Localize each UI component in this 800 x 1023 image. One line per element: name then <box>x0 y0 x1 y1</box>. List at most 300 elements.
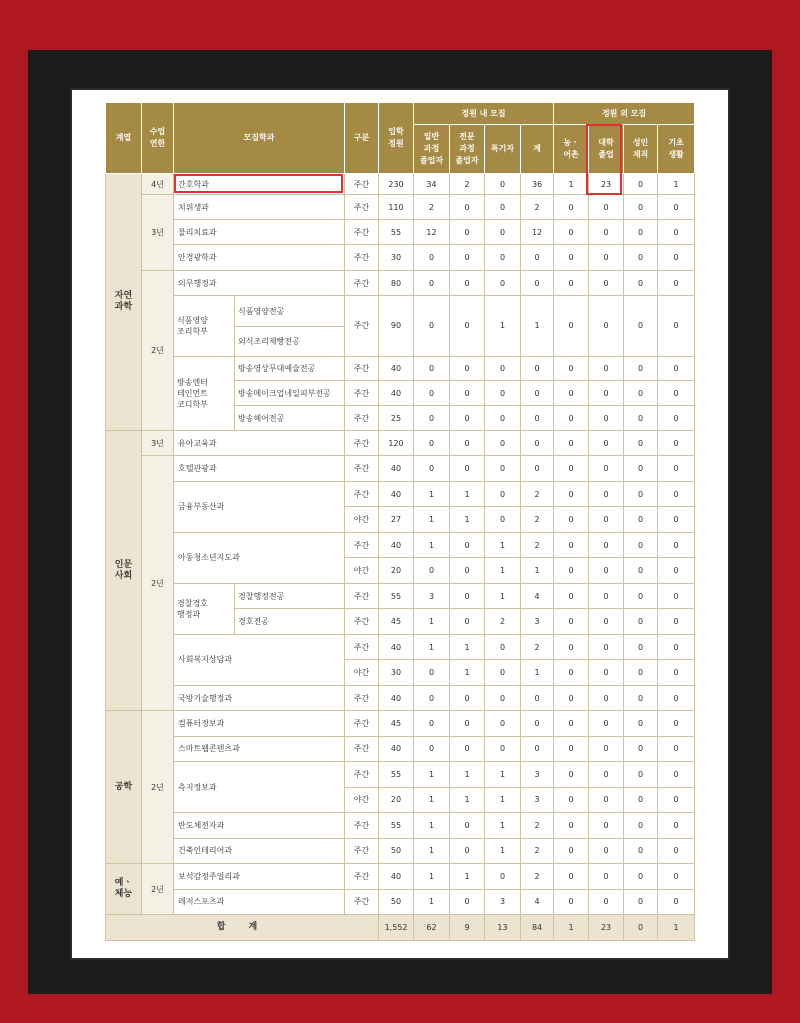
department-cell: 레저스포츠과 <box>174 889 345 914</box>
value-cell: 1 <box>485 296 521 356</box>
value-cell: 0 <box>554 456 589 481</box>
value-cell: 2 <box>521 813 554 838</box>
value-cell: 1 <box>485 532 521 557</box>
table-row <box>106 481 695 506</box>
value-cell: 0 <box>554 634 589 659</box>
value-cell: 0 <box>485 507 521 532</box>
major-cell: 경호전공 <box>235 609 345 634</box>
table-row <box>106 456 695 481</box>
value-cell: 0 <box>624 481 658 506</box>
header-special: 전문 과정 졸업자 <box>450 125 485 174</box>
type-cell: 주간 <box>345 736 379 761</box>
value-cell: 0 <box>624 245 658 270</box>
value-cell: 50 <box>379 889 414 914</box>
value-cell: 0 <box>624 889 658 914</box>
value-cell: 0 <box>589 711 624 736</box>
table-row <box>106 864 695 889</box>
header-general: 일반 과정 졸업자 <box>414 125 450 174</box>
value-cell: 0 <box>624 296 658 356</box>
years-cell: 2년 <box>142 270 174 430</box>
value-cell: 0 <box>554 558 589 583</box>
value-cell: 0 <box>624 219 658 244</box>
type-cell: 주간 <box>345 532 379 557</box>
type-cell: 주간 <box>345 219 379 244</box>
value-cell: 0 <box>624 195 658 219</box>
value-cell: 1 <box>485 558 521 583</box>
value-cell: 12 <box>521 219 554 244</box>
value-cell: 36 <box>521 174 554 195</box>
value-cell: 0 <box>485 174 521 195</box>
major-cell: 경찰행정전공 <box>235 583 345 608</box>
total-value-cell: 0 <box>624 915 658 941</box>
value-cell: 0 <box>589 864 624 889</box>
value-cell: 1 <box>450 787 485 812</box>
value-cell: 4 <box>521 889 554 914</box>
total-value-cell: 62 <box>414 915 450 941</box>
value-cell: 0 <box>658 219 695 244</box>
value-cell: 0 <box>554 356 589 380</box>
value-cell: 1 <box>521 558 554 583</box>
value-cell: 0 <box>485 195 521 219</box>
type-cell: 야간 <box>345 787 379 812</box>
value-cell: 0 <box>589 430 624 455</box>
value-cell: 40 <box>379 685 414 710</box>
value-cell: 0 <box>450 685 485 710</box>
value-cell: 0 <box>589 787 624 812</box>
type-cell: 주간 <box>345 174 379 195</box>
value-cell: 1 <box>450 864 485 889</box>
highlight-nursing <box>174 174 343 193</box>
value-cell: 2 <box>521 634 554 659</box>
value-cell: 1 <box>414 838 450 863</box>
header-univ: 대학 졸업 <box>589 125 624 174</box>
value-cell: 0 <box>450 838 485 863</box>
value-cell: 0 <box>589 219 624 244</box>
table-row <box>106 634 695 659</box>
table-row <box>106 296 695 327</box>
value-cell: 1 <box>414 532 450 557</box>
total-row <box>106 915 695 941</box>
header-in-quota: 정원 내 모집 <box>414 103 554 125</box>
value-cell: 0 <box>521 430 554 455</box>
value-cell: 0 <box>485 270 521 295</box>
value-cell: 0 <box>658 813 695 838</box>
total-value-cell: 1 <box>554 915 589 941</box>
value-cell: 1 <box>450 634 485 659</box>
value-cell: 0 <box>414 660 450 685</box>
highlight-univ-column <box>586 124 622 195</box>
value-cell: 90 <box>379 296 414 356</box>
value-cell: 0 <box>450 356 485 380</box>
value-cell: 3 <box>414 583 450 608</box>
value-cell: 3 <box>485 889 521 914</box>
value-cell: 55 <box>379 219 414 244</box>
value-cell: 0 <box>414 296 450 356</box>
value-cell: 40 <box>379 380 414 405</box>
value-cell: 0 <box>414 245 450 270</box>
value-cell: 0 <box>658 736 695 761</box>
value-cell: 0 <box>658 660 695 685</box>
value-cell: 0 <box>554 406 589 430</box>
department-cell: 스마트웹콘텐츠과 <box>174 736 345 761</box>
header-adult: 성인 재직 <box>624 125 658 174</box>
type-cell: 주간 <box>345 481 379 506</box>
type-cell: 주간 <box>345 270 379 295</box>
value-cell: 80 <box>379 270 414 295</box>
value-cell: 0 <box>450 711 485 736</box>
department-cell: 호텔관광과 <box>174 456 345 481</box>
value-cell: 1 <box>485 583 521 608</box>
type-cell: 주간 <box>345 889 379 914</box>
value-cell: 0 <box>589 889 624 914</box>
value-cell: 0 <box>624 864 658 889</box>
value-cell: 0 <box>658 609 695 634</box>
value-cell: 0 <box>521 356 554 380</box>
years-cell: 3년 <box>142 430 174 455</box>
value-cell: 0 <box>624 711 658 736</box>
value-cell: 55 <box>379 813 414 838</box>
value-cell: 25 <box>379 406 414 430</box>
value-cell: 0 <box>450 532 485 557</box>
department-cell: 물리치료과 <box>174 219 345 244</box>
value-cell: 0 <box>589 762 624 787</box>
value-cell: 0 <box>485 660 521 685</box>
value-cell: 1 <box>450 481 485 506</box>
value-cell: 0 <box>658 634 695 659</box>
type-cell: 야간 <box>345 558 379 583</box>
value-cell: 0 <box>624 270 658 295</box>
value-cell: 0 <box>414 380 450 405</box>
department-cell: 간호학과 <box>174 174 345 195</box>
table-row <box>106 356 695 380</box>
value-cell: 0 <box>450 380 485 405</box>
header-basic: 기초 생활 <box>658 125 695 174</box>
value-cell: 0 <box>658 456 695 481</box>
value-cell: 2 <box>521 838 554 863</box>
value-cell: 0 <box>450 736 485 761</box>
table-row <box>106 685 695 710</box>
type-cell: 주간 <box>345 711 379 736</box>
subgroup-cell: 방송엔터 테인먼트 코디학부 <box>174 356 235 430</box>
value-cell: 0 <box>589 634 624 659</box>
value-cell: 0 <box>485 864 521 889</box>
value-cell: 1 <box>485 762 521 787</box>
table-row <box>106 762 695 787</box>
value-cell: 4 <box>521 583 554 608</box>
type-cell: 주간 <box>345 838 379 863</box>
value-cell: 0 <box>658 296 695 356</box>
type-cell: 주간 <box>345 864 379 889</box>
value-cell: 40 <box>379 736 414 761</box>
department-cell: 국방기술행정과 <box>174 685 345 710</box>
value-cell: 1 <box>414 481 450 506</box>
value-cell: 0 <box>450 456 485 481</box>
department-cell: 건축인테리어과 <box>174 838 345 863</box>
value-cell: 0 <box>658 380 695 405</box>
value-cell: 0 <box>554 296 589 356</box>
value-cell: 23 <box>589 174 624 195</box>
value-cell: 0 <box>624 583 658 608</box>
value-cell: 2 <box>521 195 554 219</box>
value-cell: 0 <box>521 685 554 710</box>
value-cell: 110 <box>379 195 414 219</box>
type-cell: 야간 <box>345 507 379 532</box>
department-cell: 보석감정주얼리과 <box>174 864 345 889</box>
value-cell: 0 <box>589 507 624 532</box>
value-cell: 0 <box>414 406 450 430</box>
value-cell: 0 <box>658 406 695 430</box>
value-cell: 0 <box>589 660 624 685</box>
value-cell: 0 <box>521 406 554 430</box>
value-cell: 0 <box>624 787 658 812</box>
type-cell: 주간 <box>345 430 379 455</box>
value-cell: 0 <box>450 609 485 634</box>
value-cell: 0 <box>485 711 521 736</box>
years-cell: 2년 <box>142 456 174 711</box>
value-cell: 0 <box>554 889 589 914</box>
subgroup-cell: 식품영양 조리학부 <box>174 296 235 356</box>
value-cell: 0 <box>554 507 589 532</box>
value-cell: 0 <box>658 889 695 914</box>
major-cell: 방송헤어전공 <box>235 406 345 430</box>
department-cell: 측지정보과 <box>174 762 345 813</box>
value-cell: 0 <box>521 380 554 405</box>
value-cell: 0 <box>485 456 521 481</box>
value-cell: 0 <box>624 609 658 634</box>
value-cell: 0 <box>589 685 624 710</box>
value-cell: 0 <box>658 270 695 295</box>
value-cell: 45 <box>379 609 414 634</box>
type-cell: 주간 <box>345 380 379 405</box>
value-cell: 0 <box>589 270 624 295</box>
value-cell: 0 <box>624 558 658 583</box>
value-cell: 0 <box>624 762 658 787</box>
value-cell: 0 <box>485 634 521 659</box>
value-cell: 0 <box>554 245 589 270</box>
value-cell: 0 <box>414 430 450 455</box>
total-value-cell: 1,552 <box>379 915 414 941</box>
value-cell: 3 <box>521 787 554 812</box>
value-cell: 0 <box>554 711 589 736</box>
major-cell: 식품영양전공 <box>235 296 345 327</box>
value-cell: 0 <box>658 558 695 583</box>
value-cell: 0 <box>624 174 658 195</box>
value-cell: 0 <box>624 685 658 710</box>
value-cell: 1 <box>414 609 450 634</box>
department-cell: 금융부동산과 <box>174 481 345 532</box>
value-cell: 0 <box>554 219 589 244</box>
department-cell: 치위생과 <box>174 195 345 219</box>
value-cell: 2 <box>521 481 554 506</box>
value-cell: 2 <box>485 609 521 634</box>
header-quota: 입학 정원 <box>379 103 414 174</box>
value-cell: 40 <box>379 481 414 506</box>
value-cell: 0 <box>658 711 695 736</box>
value-cell: 1 <box>414 634 450 659</box>
admission-quota-table <box>105 102 695 941</box>
value-cell: 0 <box>589 558 624 583</box>
value-cell: 0 <box>414 685 450 710</box>
table-row <box>106 195 695 219</box>
value-cell: 0 <box>554 481 589 506</box>
value-cell: 3 <box>521 609 554 634</box>
value-cell: 0 <box>624 660 658 685</box>
group-cell: 인문 사회 <box>106 430 142 710</box>
table-row <box>106 270 695 295</box>
value-cell: 0 <box>589 296 624 356</box>
value-cell: 0 <box>624 736 658 761</box>
type-cell: 주간 <box>345 813 379 838</box>
header-type: 구분 <box>345 103 379 174</box>
subgroup-cell: 경찰경호 행정과 <box>174 583 235 634</box>
total-value-cell: 1 <box>658 915 695 941</box>
value-cell: 0 <box>624 456 658 481</box>
value-cell: 0 <box>521 270 554 295</box>
header-out-quota: 정원 외 모집 <box>554 103 695 125</box>
table-row <box>106 430 695 455</box>
value-cell: 40 <box>379 356 414 380</box>
value-cell: 0 <box>450 195 485 219</box>
value-cell: 12 <box>414 219 450 244</box>
value-cell: 0 <box>554 762 589 787</box>
department-cell: 의무행정과 <box>174 270 345 295</box>
value-cell: 0 <box>658 195 695 219</box>
value-cell: 0 <box>554 660 589 685</box>
value-cell: 0 <box>589 736 624 761</box>
total-value-cell: 9 <box>450 915 485 941</box>
years-cell: 3년 <box>142 195 174 270</box>
value-cell: 0 <box>414 456 450 481</box>
value-cell: 0 <box>554 430 589 455</box>
value-cell: 0 <box>485 245 521 270</box>
department-cell: 안경광학과 <box>174 245 345 270</box>
value-cell: 0 <box>624 507 658 532</box>
value-cell: 20 <box>379 787 414 812</box>
value-cell: 40 <box>379 532 414 557</box>
value-cell: 0 <box>589 406 624 430</box>
value-cell: 0 <box>554 813 589 838</box>
value-cell: 0 <box>485 430 521 455</box>
value-cell: 0 <box>589 609 624 634</box>
value-cell: 0 <box>450 406 485 430</box>
value-cell: 2 <box>521 864 554 889</box>
value-cell: 2 <box>521 532 554 557</box>
value-cell: 0 <box>485 356 521 380</box>
header-years: 수업 연한 <box>142 103 174 174</box>
table-row <box>106 532 695 557</box>
value-cell: 0 <box>554 583 589 608</box>
header-rural: 농ㆍ 어촌 <box>554 125 589 174</box>
value-cell: 230 <box>379 174 414 195</box>
value-cell: 0 <box>485 380 521 405</box>
header-talent: 특기자 <box>485 125 521 174</box>
value-cell: 0 <box>589 195 624 219</box>
value-cell: 0 <box>658 787 695 812</box>
value-cell: 0 <box>589 481 624 506</box>
value-cell: 0 <box>450 813 485 838</box>
value-cell: 1 <box>414 864 450 889</box>
value-cell: 0 <box>624 838 658 863</box>
group-cell: 자연 과학 <box>106 174 142 431</box>
value-cell: 0 <box>624 356 658 380</box>
value-cell: 0 <box>521 711 554 736</box>
value-cell: 1 <box>414 762 450 787</box>
value-cell: 0 <box>658 838 695 863</box>
value-cell: 0 <box>554 380 589 405</box>
value-cell: 2 <box>450 174 485 195</box>
value-cell: 40 <box>379 456 414 481</box>
value-cell: 1 <box>658 174 695 195</box>
value-cell: 20 <box>379 558 414 583</box>
value-cell: 0 <box>450 219 485 244</box>
value-cell: 0 <box>450 430 485 455</box>
value-cell: 0 <box>589 356 624 380</box>
value-cell: 45 <box>379 711 414 736</box>
type-cell: 주간 <box>345 245 379 270</box>
major-cell: 방송영상무대예술전공 <box>235 356 345 380</box>
value-cell: 0 <box>521 736 554 761</box>
value-cell: 1 <box>485 838 521 863</box>
value-cell: 0 <box>450 583 485 608</box>
value-cell: 0 <box>589 838 624 863</box>
total-label: 합 계 <box>106 915 379 941</box>
years-cell: 2년 <box>142 711 174 864</box>
value-cell: 120 <box>379 430 414 455</box>
value-cell: 0 <box>554 609 589 634</box>
table-row <box>106 711 695 736</box>
value-cell: 0 <box>414 558 450 583</box>
value-cell: 1 <box>450 660 485 685</box>
value-cell: 0 <box>485 219 521 244</box>
value-cell: 2 <box>414 195 450 219</box>
value-cell: 0 <box>554 864 589 889</box>
value-cell: 0 <box>554 195 589 219</box>
type-cell: 주간 <box>345 583 379 608</box>
value-cell: 0 <box>485 736 521 761</box>
type-cell: 주간 <box>345 296 379 356</box>
value-cell: 0 <box>658 762 695 787</box>
header-group: 계열 <box>106 103 142 174</box>
department-cell: 아동청소년지도과 <box>174 532 345 583</box>
value-cell: 0 <box>589 456 624 481</box>
value-cell: 27 <box>379 507 414 532</box>
value-cell: 0 <box>554 838 589 863</box>
value-cell: 1 <box>521 660 554 685</box>
type-cell: 주간 <box>345 634 379 659</box>
value-cell: 1 <box>485 813 521 838</box>
type-cell: 주간 <box>345 456 379 481</box>
value-cell: 0 <box>554 787 589 812</box>
major-cell: 방송메이크업네일피부전공 <box>235 380 345 405</box>
total-value-cell: 84 <box>521 915 554 941</box>
value-cell: 0 <box>554 736 589 761</box>
total-value-cell: 23 <box>589 915 624 941</box>
value-cell: 0 <box>624 813 658 838</box>
value-cell: 1 <box>554 174 589 195</box>
value-cell: 0 <box>658 583 695 608</box>
value-cell: 2 <box>521 507 554 532</box>
group-cell: 공학 <box>106 711 142 864</box>
value-cell: 0 <box>589 380 624 405</box>
table-row <box>106 219 695 244</box>
value-cell: 0 <box>589 813 624 838</box>
table-row <box>106 245 695 270</box>
value-cell: 0 <box>589 532 624 557</box>
group-cell: 예ㆍ 체능 <box>106 864 142 915</box>
type-cell: 주간 <box>345 195 379 219</box>
value-cell: 0 <box>554 532 589 557</box>
value-cell: 34 <box>414 174 450 195</box>
